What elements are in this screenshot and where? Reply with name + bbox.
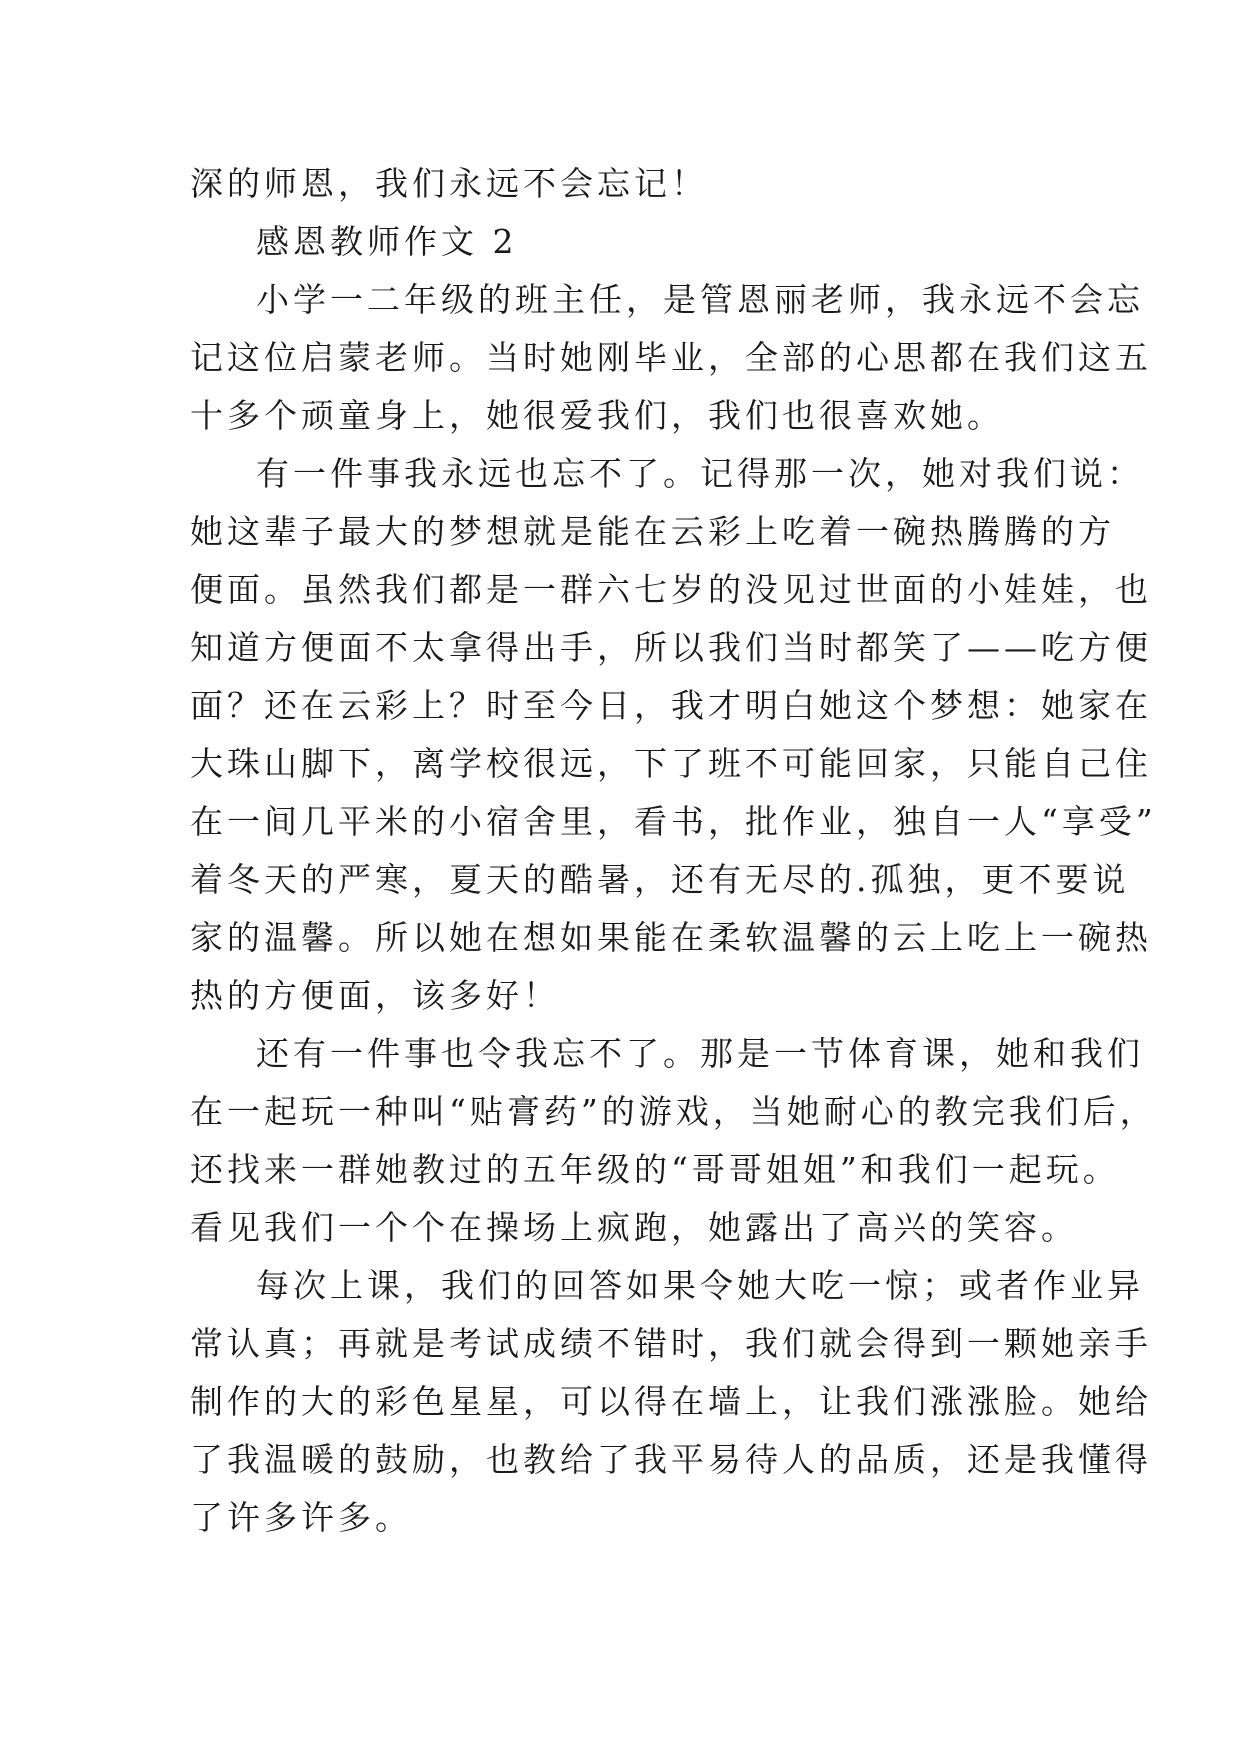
paragraph-line: 十多个顽童身上，她很爱我们，我们也很喜欢她。: [190, 396, 1004, 435]
paragraph-line: 了我温暖的鼓励，也教给了我平易待人的品质，还是我懂得: [190, 1440, 1152, 1479]
paragraph-line: 家的温馨。所以她在想如果能在柔软温馨的云上吃上一碗热: [190, 918, 1152, 957]
paragraph-line: 知道方便面不太拿得出手，所以我们当时都笑了——吃方便: [190, 628, 1152, 667]
paragraph-line: 她这辈子最大的梦想就是能在云彩上吃着一碗热腾腾的方: [190, 512, 1115, 551]
paragraph-line: 便面。虽然我们都是一群六七岁的没见过世面的小娃娃，也: [190, 570, 1152, 609]
paragraph-line: 在一起玩一种叫“贴膏药”的游戏，当她耐心的教完我们后，: [190, 1092, 1157, 1131]
paragraph-line: 每次上课，我们的回答如果令她大吃一惊；或者作业异: [256, 1266, 1144, 1305]
essay-body: [190, 155, 1157, 1547]
paragraph-line: 了许多许多。: [190, 1498, 412, 1537]
paragraph-line: 着冬天的严寒，夏天的酷暑，还有无尽的.孤独，更不要说: [190, 860, 1130, 899]
paragraph-line: 大珠山脚下，离学校很远，下了班不可能回家，只能自己住: [190, 744, 1152, 783]
paragraph-line: 常认真；再就是考试成绩不错时，我们就会得到一颗她亲手: [190, 1324, 1152, 1363]
paragraph-line: 深的师恩，我们永远不会忘记！: [190, 164, 708, 203]
paragraph-line: 热的方便面，该多好！: [190, 976, 560, 1015]
paragraph-line: 还找来一群她教过的五年级的“哥哥姐姐”和我们一起玩。: [190, 1150, 1120, 1189]
paragraph-line: 面？还在云彩上？时至今日，我才明白她这个梦想：她家在: [190, 686, 1152, 725]
paragraph-line: 记这位启蒙老师。当时她刚毕业，全部的心思都在我们这五: [190, 338, 1152, 377]
paragraph-line: 还有一件事也令我忘不了。那是一节体育课，她和我们: [256, 1034, 1144, 1073]
essay-title: 感恩教师作文 2: [256, 222, 518, 261]
paragraph-line: 小学一二年级的班主任，是管恩丽老师，我永远不会忘: [256, 280, 1144, 319]
paragraph-line: 看见我们一个个在操场上疯跑，她露出了高兴的笑容。: [190, 1208, 1078, 1247]
paragraph-line: 制作的大的彩色星星，可以得在墙上，让我们涨涨脸。她给: [190, 1382, 1152, 1421]
paragraph-line: 有一件事我永远也忘不了。记得那一次，她对我们说：: [256, 454, 1144, 493]
paragraph-line: 在一间几平米的小宿舍里，看书，批作业，独自一人“享受”: [190, 802, 1157, 841]
